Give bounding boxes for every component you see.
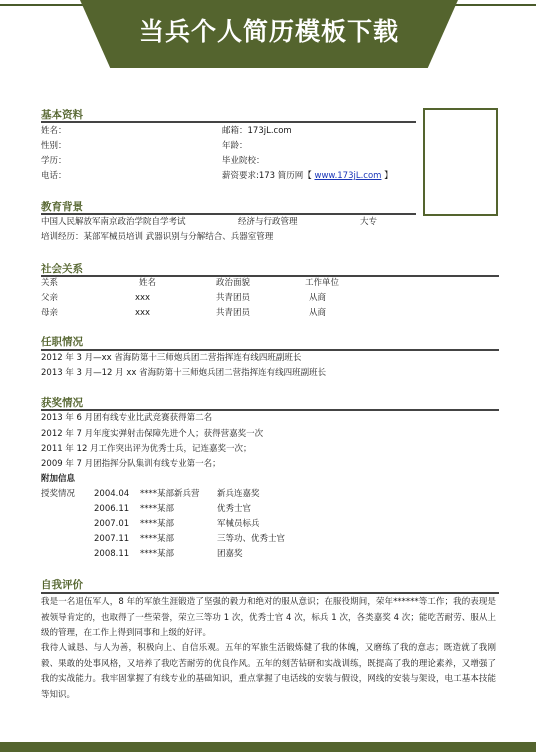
section-title-self: 自我评价 — [41, 579, 83, 591]
section-title-education: 教育背景 — [41, 201, 83, 213]
family-row-1-relation: 父亲 — [41, 293, 59, 303]
email-label: 邮箱：173jL.com — [222, 126, 292, 136]
school-label: 毕业院校： — [222, 156, 265, 166]
section-rule-family — [41, 275, 499, 277]
honor-unit: ****某部 — [140, 549, 175, 559]
honor-title: 优秀士官 — [217, 504, 252, 514]
name-label: 姓名： — [41, 126, 67, 136]
gender-label: 性别： — [41, 141, 67, 151]
family-row-2-work: 从商 — [309, 308, 327, 318]
section-rule-education — [41, 213, 416, 215]
salary-suffix: 】 — [384, 171, 393, 181]
honor-date: 2004.04 — [94, 489, 130, 499]
honor-title: 新兵连嘉奖 — [217, 489, 260, 499]
family-header-relation: 关系 — [41, 278, 59, 288]
section-rule-self — [41, 592, 499, 594]
honor-unit: ****某部 — [140, 519, 175, 529]
salary-prefix: 薪资要求:173 简历网【 — [222, 171, 312, 181]
section-title-positions: 任职情况 — [41, 336, 83, 348]
website-link[interactable]: www.173jL.com — [314, 171, 382, 181]
award-item: 2013 年 6 月团有线专业比武竞赛获得第二名 — [41, 413, 213, 423]
honor-unit: ****某部 — [140, 504, 175, 514]
section-title-family: 社会关系 — [41, 263, 83, 275]
position-item: 2013 年 3 月—12 月 xx 省海防第十三师炮兵团二营指挥连有线四班副班长 — [41, 368, 327, 378]
honor-date: 2006.11 — [94, 504, 130, 514]
family-header-name: 姓名 — [139, 278, 157, 288]
family-row-1-political: 共青团员 — [216, 293, 251, 303]
honor-title: 团嘉奖 — [217, 549, 243, 559]
award-item: 2012 年 7 月年度实弹射击保障先进个人；获得营嘉奖一次 — [41, 429, 264, 439]
award-item: 2009 年 7 月团指挥分队集训有线专业第一名； — [41, 459, 221, 469]
bottom-border-bar — [0, 742, 536, 752]
honor-title: 军械员标兵 — [217, 519, 260, 529]
edu-degree: 大专 — [360, 217, 378, 227]
family-row-2-political: 共青团员 — [216, 308, 251, 318]
honor-unit: ****某部 — [140, 534, 175, 544]
self-eval-paragraph-1: 我是一名退伍军人，8 年的军旅生涯锻造了坚强的毅力和绝对的服从意识；在服役期间，荣年******等工作；我的表现是被领导肯定的，也取得了一些荣誉，荣立三等功 1 次，优秀士官 4 次，标兵 1 次，各类嘉奖 4 次；能吃苦耐劳、服从上级的管理，在工作上得到同事和上级的好评。 — [41, 597, 496, 638]
family-header-work: 工作单位 — [305, 278, 340, 288]
section-rule-positions — [41, 349, 499, 351]
family-row-2-name: xxx — [135, 308, 151, 318]
honor-date: 2007.11 — [94, 534, 130, 544]
edu-training: 培训经历：某部军械员培训 武器识别与分解结合、兵器室管理 — [41, 232, 274, 242]
salary-line — [222, 171, 393, 182]
family-row-2-relation: 母亲 — [41, 308, 59, 318]
self-eval-paragraph-2: 我待人诚恳、与人为善，积极向上、自信乐观。五年的军旅生活锻炼健了我的体魄，又磨练了我的意志；既造就了我刚毅、果敢的处事风格，又培养了我吃苦耐劳的优良作风。五年的刻苦钻研和实战训练，既提高了我的理论素养，又增强了我的实战能力。我牢固掌握了有线专业的基础知识，重点掌握了电话线的安装与假设，网线的安装与架设，电工基本技能等知识。 — [41, 643, 496, 700]
page-title: 当兵个人简历模板下载 — [138, 17, 399, 46]
position-item: 2012 年 3 月—xx 省海防第十三师炮兵团二营指挥连有线四班副班长 — [41, 353, 302, 363]
section-title-basic: 基本资料 — [41, 109, 83, 121]
phone-label: 电话： — [41, 171, 67, 181]
honor-label: 授奖情况 — [41, 489, 76, 499]
edu-major: 经济与行政管理 — [238, 217, 298, 227]
education-label: 学历： — [41, 156, 67, 166]
honor-date: 2008.11 — [94, 549, 130, 559]
family-header-political: 政治面貌 — [216, 278, 251, 288]
section-rule-basic — [41, 121, 416, 123]
section-title-awards: 获奖情况 — [41, 397, 83, 409]
family-row-1-work: 从商 — [309, 293, 327, 303]
edu-school: 中国人民解放军南京政治学院自学考试 — [41, 217, 186, 227]
honor-unit: ****某部新兵营 — [140, 489, 200, 499]
family-row-1-name: xxx — [135, 293, 151, 303]
attached-info-label: 附加信息 — [41, 474, 76, 484]
photo-frame — [423, 108, 498, 216]
award-item: 2011 年 12 月工作突出评为优秀士兵，记连嘉奖一次； — [41, 444, 252, 454]
section-rule-awards — [41, 409, 499, 411]
age-label: 年龄： — [222, 141, 248, 151]
honor-title: 三等功、优秀士官 — [217, 534, 286, 544]
honor-date: 2007.01 — [94, 519, 130, 529]
